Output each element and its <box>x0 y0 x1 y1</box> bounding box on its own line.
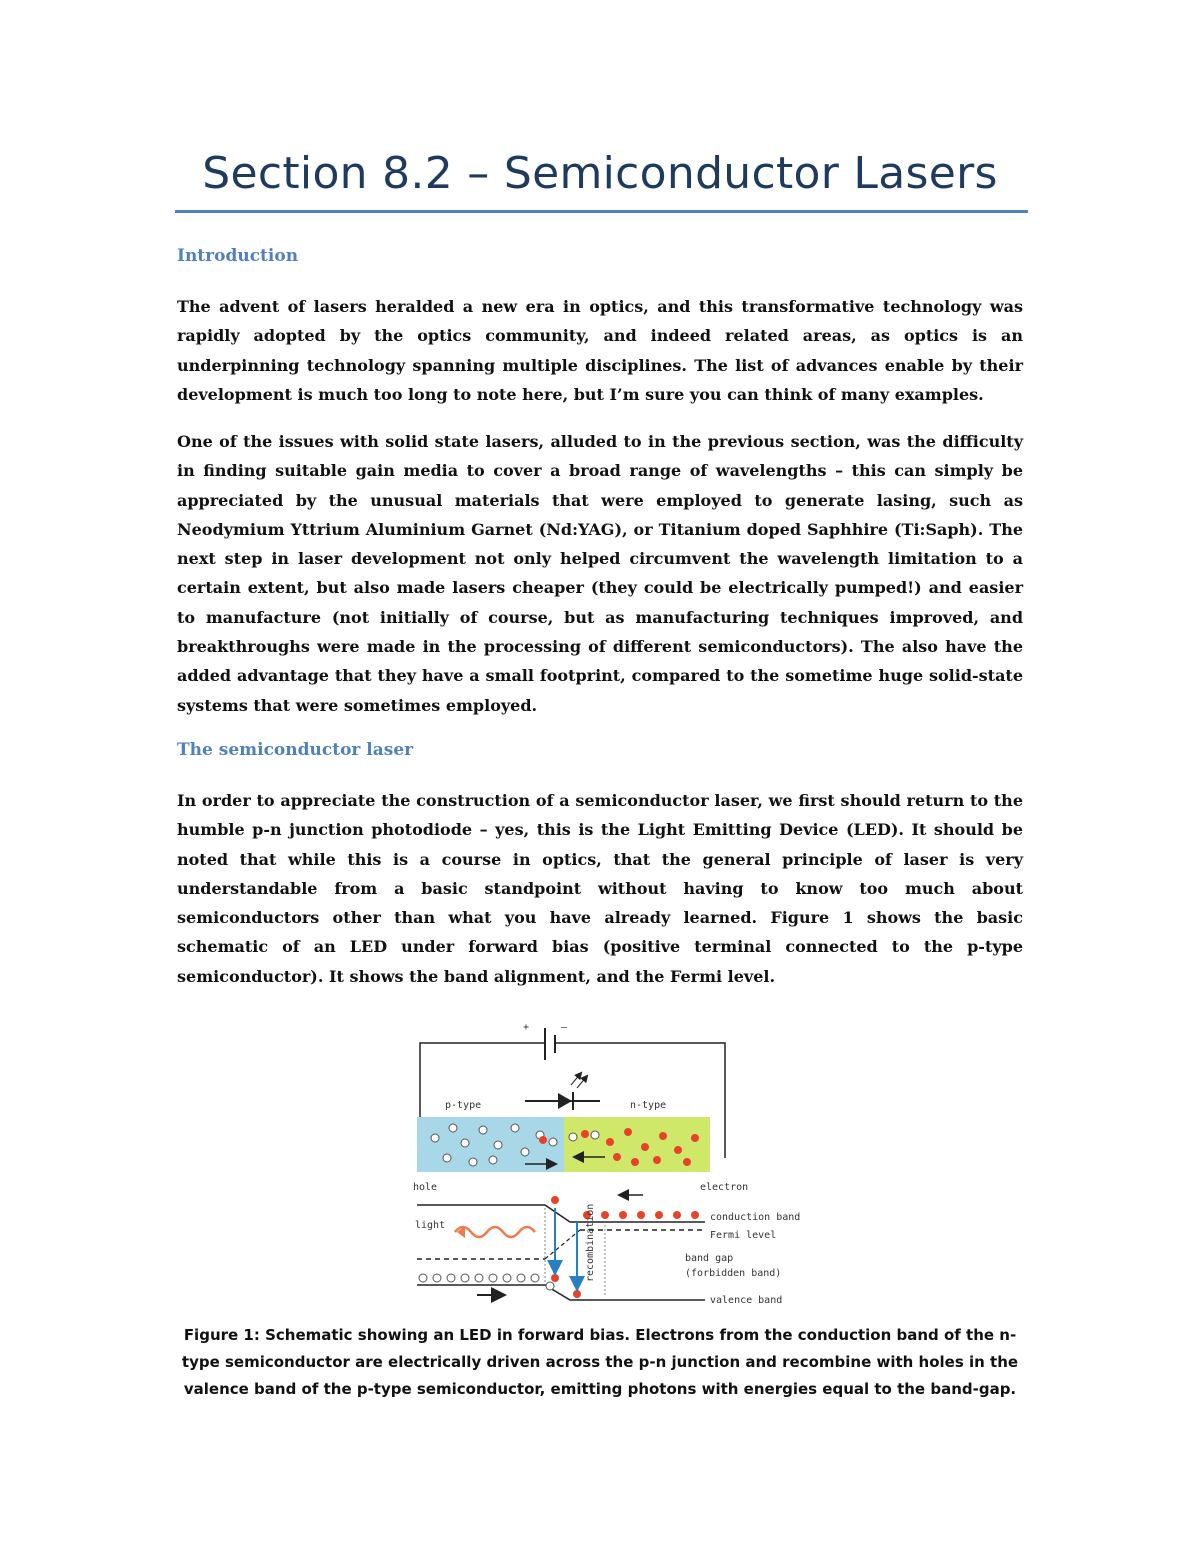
valence-band-label: valence band <box>710 1295 783 1306</box>
n-type-label: n-type <box>630 1100 667 1111</box>
conduction-electrons <box>551 1196 699 1219</box>
forbidden-band-label: (forbidden band) <box>685 1268 782 1279</box>
negative-terminal-label: – <box>561 1022 568 1033</box>
conduction-band-label: conduction band <box>710 1212 801 1223</box>
title-divider <box>175 210 1028 213</box>
electron-label: electron <box>700 1182 749 1193</box>
light-wave <box>455 1227 535 1237</box>
p-type-label: p-type <box>445 1100 482 1111</box>
positive-terminal-label: + <box>523 1022 530 1033</box>
valence-band-line <box>417 1285 705 1300</box>
section-heading-semiconductor-laser: The semiconductor laser <box>177 740 414 760</box>
paragraph-semiconductor-1: In order to appreciate the construction of a semiconductor laser, we first should return to the humble p-n junction photodiode – yes, this is the Light Emitting Device (LED). It should be noted that while this is a course in optics, that the general principle of laser is very understandable from a basic standpoint without having to know too much about semiconductors other than what you have already learned. Figure 1 shows the basic schematic of an LED under forward bias (positive terminal connected to the p-type semiconductor). It shows the band alignment, and the Fermi level. <box>177 791 1023 986</box>
valence-holes <box>419 1274 554 1290</box>
fermi-level-junction-line <box>545 1230 580 1259</box>
diode-icon <box>525 1073 600 1110</box>
battery-icon <box>545 1028 555 1060</box>
section-heading-introduction: Introduction <box>177 246 299 266</box>
light-label: light <box>415 1220 446 1231</box>
page-title: Section 8.2 – Semiconductor Lasers <box>202 148 998 199</box>
recombination-label: recombination <box>585 1203 596 1282</box>
paragraph-intro-2: One of the issues with solid state lasers, alluded to in the previous section, was the difficulty in finding suitable gain media to cover a broad range of wavelengths – this can simply be appreciated by the unusual materials that were employed to generate lasing, such as Neodymium Yttrium Aluminium Garnet (Nd:YAG), or Titanium doped Saphhire (Ti:Saph). The next step in laser development not only helped circumvent the wavelength limitation to a certain extent, but also made lasers cheaper (they could be electrically pumped!) and easier to manufacture (not initially of course, but as manufacturing techniques improved, and breakthroughs were made in the processing of different semiconductors). The also have the added advantage that they have a small footprint, compared to the sometime huge solid-state systems that were sometimes employed. <box>177 432 1023 715</box>
hole-label: hole <box>413 1182 438 1193</box>
figure-caption: Figure 1: Schematic showing an LED in forward bias. Electrons from the conduction band of the n-type semiconductor are electrically driven across the p-n junction and recombine with holes in the valence band of the p-type semiconductor, emitting photons with energies equal to the band-gap. <box>181 1326 1019 1398</box>
led-forward-bias-figure <box>395 1010 815 1310</box>
paragraph-intro-1: The advent of lasers heralded a new era in optics, and this transformative technology was rapidly adopted by the optics community, and indeed related areas, as optics is an underpinning technology spanning multiple disciplines. The list of advances enable by their development is much too long to note here, but I’m sure you can think of many examples. <box>177 297 1023 404</box>
band-gap-label: band gap <box>685 1253 734 1264</box>
fermi-level-label: Fermi level <box>710 1230 777 1241</box>
